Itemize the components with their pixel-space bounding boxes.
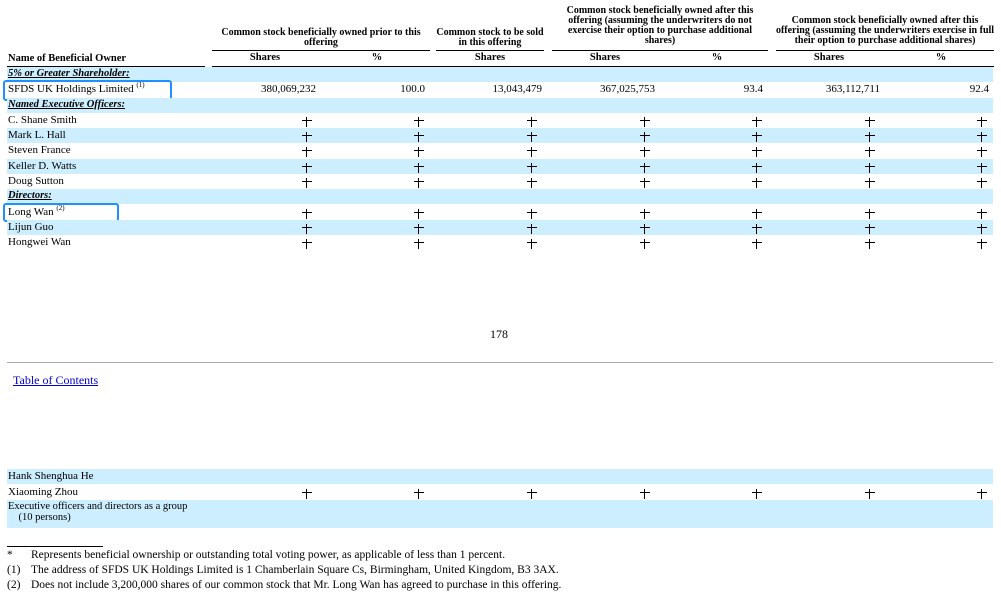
empty-bar [531, 132, 532, 142]
owner-name: Hank Shenghua He [8, 470, 94, 482]
empty-bar [306, 132, 307, 142]
table-row [7, 205, 993, 220]
header-rule [212, 50, 430, 51]
empty-dash [527, 242, 537, 243]
empty-dash [977, 242, 987, 243]
empty-dash [752, 166, 762, 167]
empty-dash [302, 242, 312, 243]
empty-dash [752, 150, 762, 151]
empty-dash [640, 135, 650, 136]
empty-dash [640, 212, 650, 213]
empty-dash [640, 227, 650, 228]
empty-bar [418, 239, 419, 249]
empty-dash [865, 242, 875, 243]
table-row [7, 500, 993, 528]
section-label: Named Executive Officers: [8, 99, 126, 110]
empty-dash [414, 212, 424, 213]
footnote: (2) Does not include 3,200,000 shares of our common stock that Mr. Long Wan has agreed to purchase in this offering. [7, 579, 562, 591]
subheader-prior-shares: Shares [249, 52, 281, 63]
empty-dash [752, 181, 762, 182]
owner-name: Keller D. Watts [8, 160, 77, 172]
empty-dash [865, 120, 875, 121]
empty-bar [756, 147, 757, 157]
empty-bar [306, 117, 307, 127]
empty-dash [527, 166, 537, 167]
header-after-no-option: Common stock beneficially owned after this offering (assuming the underwriters do not exercise their option to purchase additional shares) [566, 5, 754, 46]
empty-dash [977, 135, 987, 136]
empty-bar [644, 224, 645, 234]
empty-dash [302, 135, 312, 136]
empty-bar [981, 224, 982, 234]
header-sold: Common stock to be sold in this offering [436, 27, 544, 48]
after2-pct-value: 92.4 [969, 83, 989, 95]
subheader-after1-pct: % [711, 52, 723, 63]
table-row [7, 113, 993, 128]
owner-name: Hongwei Wan [8, 236, 71, 248]
table-row [7, 220, 993, 235]
empty-bar [869, 224, 870, 234]
empty-bar [418, 178, 419, 188]
empty-dash [752, 242, 762, 243]
prior-pct-value: 100.0 [400, 83, 425, 95]
empty-dash [752, 212, 762, 213]
owner-name: C. Shane Smith [8, 114, 77, 126]
sold-value: 13,043,479 [492, 83, 542, 95]
empty-dash [302, 166, 312, 167]
empty-dash [977, 120, 987, 121]
empty-bar [531, 163, 532, 173]
owner-name: Xiaoming Zhou [8, 486, 78, 498]
empty-bar [981, 178, 982, 188]
section-label: Directors: [8, 190, 52, 201]
subheader-prior-pct: % [371, 52, 383, 63]
empty-dash [865, 181, 875, 182]
table-row [7, 174, 993, 189]
owner-name: Doug Sutton [8, 175, 64, 187]
empty-dash [527, 212, 537, 213]
empty-bar [644, 132, 645, 142]
empty-dash [414, 135, 424, 136]
table-row [7, 143, 993, 158]
empty-dash [527, 150, 537, 151]
empty-bar [869, 147, 870, 157]
empty-bar [306, 209, 307, 219]
owner-name: Executive officers and directors as a group (10 persons) [8, 501, 188, 523]
footnote-rule [7, 546, 103, 547]
empty-dash [302, 227, 312, 228]
empty-dash [752, 120, 762, 121]
empty-bar [306, 163, 307, 173]
empty-bar [756, 163, 757, 173]
empty-bar [756, 117, 757, 127]
empty-bar [869, 209, 870, 219]
empty-dash [640, 166, 650, 167]
empty-dash [527, 135, 537, 136]
owner-name: SFDS UK Holdings Limited $^{(1)}$ [8, 81, 145, 95]
owner-name: Steven France [8, 144, 71, 156]
empty-dash [414, 120, 424, 121]
empty-bar [306, 224, 307, 234]
empty-bar [981, 117, 982, 127]
empty-bar [418, 132, 419, 142]
empty-bar [981, 132, 982, 142]
empty-bar [306, 178, 307, 188]
empty-bar [531, 224, 532, 234]
empty-bar [756, 209, 757, 219]
empty-bar [531, 178, 532, 188]
after2-shares-value: 363,112,711 [825, 83, 880, 95]
empty-bar [981, 163, 982, 173]
empty-dash [865, 212, 875, 213]
table-row [7, 98, 993, 113]
empty-bar [531, 117, 532, 127]
page-number: 178 [490, 327, 508, 341]
empty-bar [756, 239, 757, 249]
table-row [7, 235, 993, 250]
empty-dash [527, 181, 537, 182]
empty-dash [977, 212, 987, 213]
empty-dash [977, 150, 987, 151]
header-rule [552, 50, 768, 51]
table-row [7, 189, 993, 204]
header-name-of-owner: Name of Beneficial Owner [8, 53, 127, 64]
empty-bar [869, 178, 870, 188]
empty-bar [644, 209, 645, 219]
empty-bar [869, 239, 870, 249]
subheader-sold-shares: Shares [474, 52, 506, 63]
table-row [7, 128, 993, 143]
empty-dash [414, 166, 424, 167]
owner-name: Lijun Guo [8, 221, 54, 233]
empty-bar [418, 147, 419, 157]
header-after-option: Common stock beneficially owned after this offering (assuming the underwriters exercise in full their option to purchase additional shares) [775, 15, 995, 46]
subheader-after1-shares: Shares [589, 52, 621, 63]
empty-dash [865, 166, 875, 167]
empty-bar [418, 117, 419, 127]
empty-dash [640, 242, 650, 243]
empty-dash [302, 212, 312, 213]
empty-dash [865, 227, 875, 228]
empty-dash [752, 135, 762, 136]
prior-shares-value: 380,069,232 [261, 83, 316, 95]
empty-bar [418, 224, 419, 234]
empty-dash [414, 227, 424, 228]
table-row [7, 469, 993, 484]
empty-dash [302, 181, 312, 182]
page-separator [7, 362, 993, 363]
empty-bar [644, 239, 645, 249]
owner-name: Long Wan $^{(2)}$ [8, 204, 65, 218]
empty-bar [869, 163, 870, 173]
table-row [7, 159, 993, 174]
empty-bar [418, 209, 419, 219]
empty-bar [531, 147, 532, 157]
empty-bar [644, 163, 645, 173]
empty-bar [981, 209, 982, 219]
empty-bar [756, 224, 757, 234]
empty-bar [756, 132, 757, 142]
empty-bar [644, 117, 645, 127]
empty-bar [756, 178, 757, 188]
empty-dash [527, 120, 537, 121]
empty-dash [640, 150, 650, 151]
subheader-after2-pct: % [935, 52, 947, 63]
empty-dash [414, 181, 424, 182]
empty-bar [531, 209, 532, 219]
footnote: * Represents beneficial ownership or outstanding total voting power, as applicable of less than 1 percent. [7, 549, 506, 561]
empty-dash [640, 120, 650, 121]
empty-dash [977, 181, 987, 182]
empty-bar [306, 147, 307, 157]
empty-bar [306, 239, 307, 249]
empty-dash [302, 120, 312, 121]
table-row [7, 485, 993, 500]
empty-dash [414, 150, 424, 151]
empty-dash [752, 227, 762, 228]
empty-dash [527, 227, 537, 228]
empty-dash [414, 242, 424, 243]
after1-pct-value: 93.4 [743, 83, 763, 95]
empty-dash [977, 227, 987, 228]
empty-dash [302, 150, 312, 151]
after1-shares-value: 367,025,753 [600, 83, 655, 95]
footnote: (1) The address of SFDS UK Holdings Limited is 1 Chamberlain Square Cs, Birmingham, United Kingdom, B3 3AX. [7, 564, 559, 576]
section-label: 5% or Greater Shareholder: [8, 68, 130, 79]
empty-bar [981, 147, 982, 157]
empty-bar [418, 163, 419, 173]
empty-bar [644, 147, 645, 157]
empty-dash [865, 150, 875, 151]
empty-dash [640, 181, 650, 182]
empty-dash [977, 166, 987, 167]
empty-bar [644, 178, 645, 188]
header-rule [776, 50, 994, 51]
owner-name: Mark L. Hall [8, 129, 66, 141]
table-of-contents-link[interactable]: Table of Contents [13, 373, 99, 387]
subheader-after2-shares: Shares [813, 52, 845, 63]
empty-bar [869, 132, 870, 142]
header-prior: Common stock beneficially owned prior to this offering [221, 27, 421, 48]
empty-bar [869, 117, 870, 127]
header-rule [436, 50, 544, 51]
empty-bar [531, 239, 532, 249]
empty-bar [981, 239, 982, 249]
empty-dash [865, 135, 875, 136]
